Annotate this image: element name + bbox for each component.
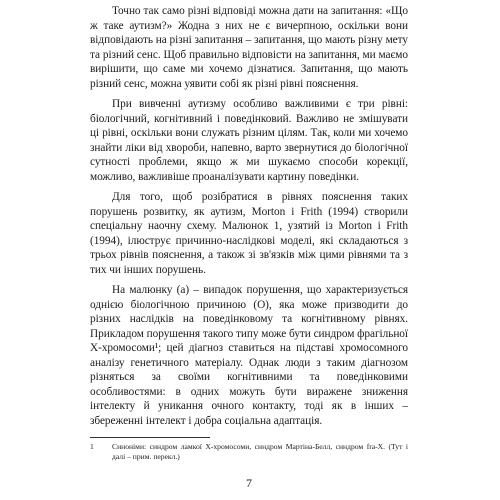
paragraph-2: При вивченні аутизму особливо важливими є три рівні: біологічний, когнітивний і поведінковий. Важливо не змішувати ці рівні, оскільки вони служать різним цілям. Так, коли ми хочемо знайти ліки від хвороби, напевно, варто звернутися до біологічної сутності проблеми, якщо ж ми шукаємо способи корекції, можливо, важливіше проаналізувати картину поведінки. [90,98,408,183]
paragraph-4: На малюнку (а) – випадок порушення, що характеризується однією біологічною причиною (О), яка може призводити до різних наслідків на поведінковому та когнітивному рівнях. Прикладом порушення такого типу може бути синдром фрагільної Х-хромосоми¹; цей діагноз ставиться на підставі хромосомного аналізу генетичного матеріалу. Однак люди з таким діагнозом різняться за своїми когнітивними та поведінковими особливостями: в одних можуть бути виражене зниження інтелекту й уникання очного контакту, тоді як в інших – збереженні інтелект і добра соціальна адаптація. [90,284,408,427]
document-page [90,4,408,496]
footnote [90,442,408,462]
footnote-number: 1 [90,442,94,451]
page-number: 7 [246,476,252,490]
footnote-text: Синоніми: синдром ламкої Х-хромосоми, синдром Мартіна-Белл, синдром fra-X. (Тут і далі – прим. перекл.) [112,442,408,461]
footnote-divider [90,437,210,438]
paragraph-3: Для того, щоб розібратися в рівнях пояснення таких порушень розвитку, як аутизм, Morton і Frith (1994) створили спеціальну наочну схему. Малюнок 1, узятий із Morton і Frith (1994), ілюструє причинно-наслідкові моделі, які складаються з трьох рівнів пояснення, а також зі зв'язків між цими рівнями та з тих чи інших порушень. [90,191,408,276]
paragraph-1: Точно так само різні відповіді можна дати на запитання: «Що ж таке аутизм?» Жодна з них не є вичерпною, оскільки вони відповідають на різні запитання – запитання, що мають різну мету та різний сенс. Щоб правильно відповісти на запитання, ми маємо вирішити, що саме ми хочемо дізнатися. Запитання, що мають різний сенс, можна уявити собі як різні рівні пояснення. [90,5,408,90]
